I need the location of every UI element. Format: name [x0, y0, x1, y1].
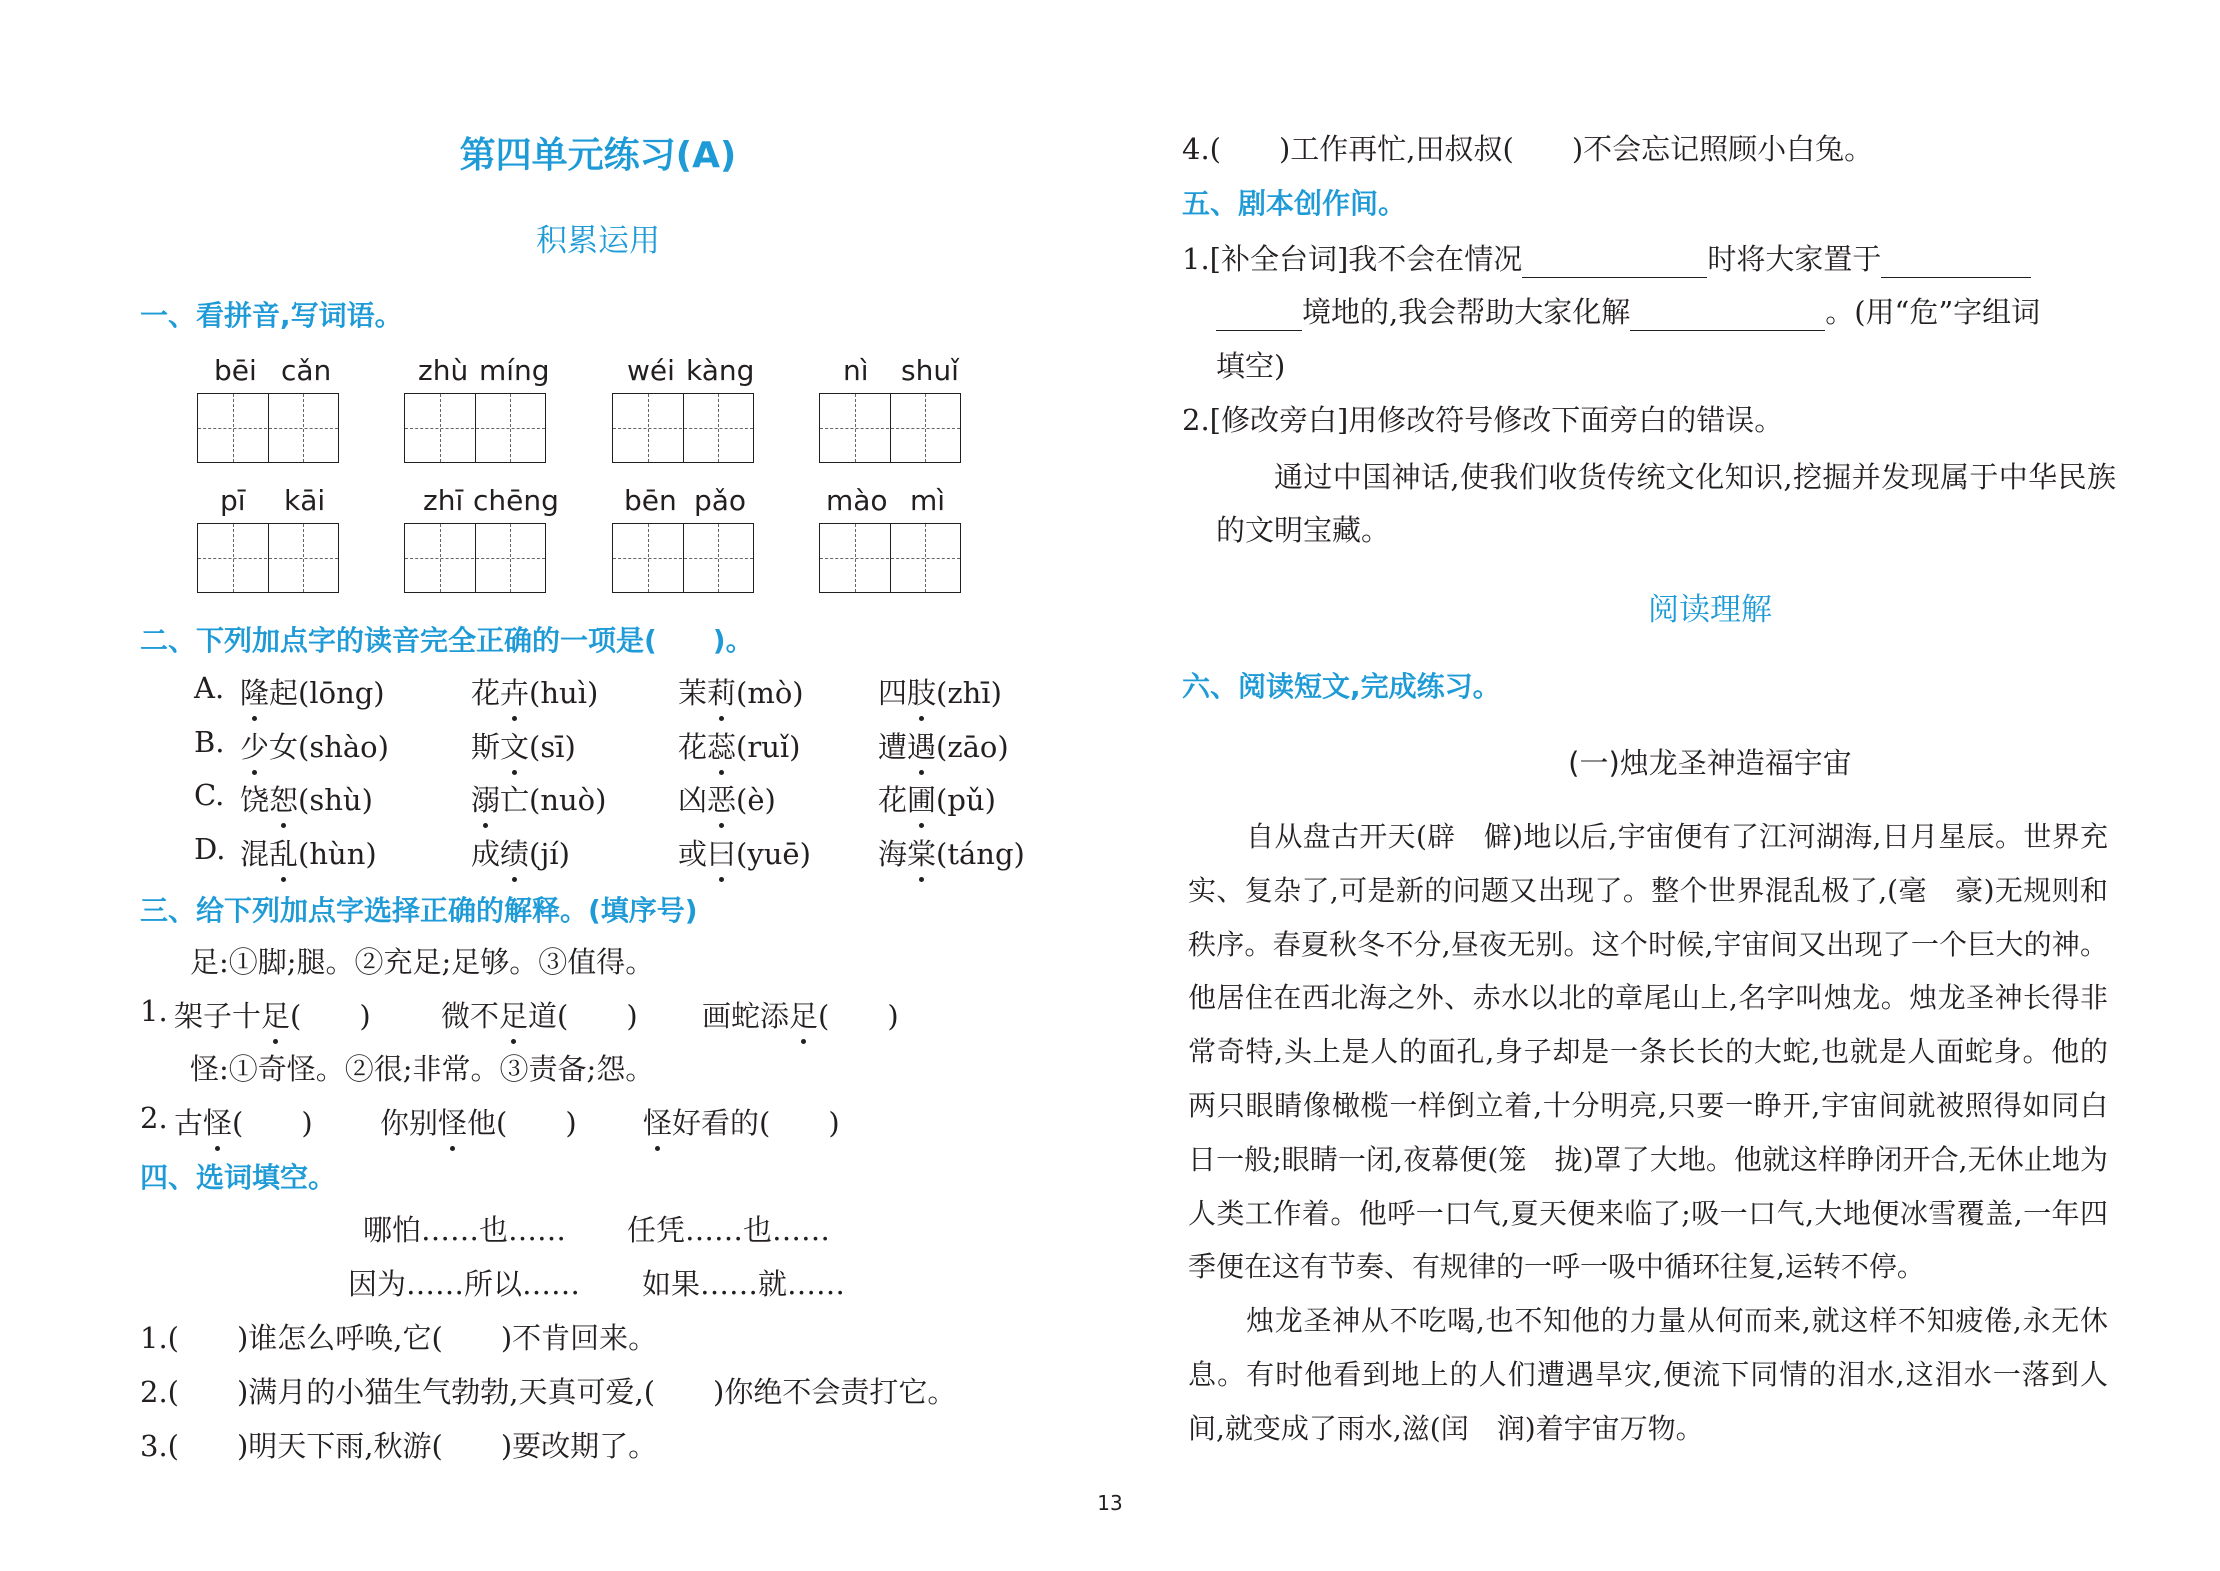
q5-item1-line1: 1.[补全台词]我不会在情况 时将大家置于 — [1182, 237, 2031, 278]
option-letter: A. — [194, 671, 225, 705]
word-choice: 因为……所以…… — [348, 1267, 581, 1301]
answer-blank[interactable] — [1630, 300, 1825, 331]
story-paragraph: 烛龙圣神从不吃喝,也不知他的力量从何而来,就这样不知疲倦,永无休息。有时他看到地上的人们遭遇旱灾,便流下同情的泪水,这泪水一落到人间,就变成了雨水,滋(闰 润)着宇宙万物。 — [1188, 1304, 2108, 1445]
writing-grid[interactable] — [197, 393, 339, 463]
pinyin: shuǐ — [901, 354, 959, 387]
option-item: 混乱(hùn) — [240, 832, 377, 873]
option-item: 成绩(jí) — [471, 832, 570, 873]
writing-grid[interactable] — [612, 523, 754, 593]
definition-zu: 足:①脚;腿。②充足;足够。③值得。 — [190, 945, 655, 979]
page-title: 第四单元练习(A) — [459, 135, 737, 176]
writing-grid[interactable] — [819, 393, 961, 463]
writing-grid[interactable] — [612, 393, 754, 463]
q3-item: 古怪( ) — [174, 1101, 313, 1142]
option-item: 花蕊(ruǐ) — [678, 725, 800, 766]
word-choice: 任凭……也…… — [627, 1213, 831, 1247]
section-heading-accumulation: 积累运用 — [536, 223, 660, 259]
word-choice: 哪怕……也…… — [363, 1213, 567, 1247]
story-body — [1188, 810, 2108, 1456]
answer-blank[interactable] — [1522, 247, 1707, 278]
option-item: 四肢(zhī) — [878, 671, 1002, 712]
pinyin: bēn — [624, 484, 677, 517]
item-number: 1. — [140, 994, 168, 1028]
q3-item: 怪好看的( ) — [643, 1101, 840, 1142]
pinyin: pǎo — [694, 484, 747, 517]
pinyin: bēi — [214, 354, 257, 387]
answer-blank[interactable] — [1216, 300, 1302, 331]
pinyin: chēng — [473, 484, 559, 517]
pinyin: zhī — [423, 484, 464, 517]
option-letter: B. — [194, 725, 225, 759]
q3-item: 微不足道( ) — [441, 994, 638, 1035]
q5-item2: 2.[修改旁白]用修改符号修改下面旁白的错误。 — [1182, 403, 1784, 437]
answer-blank[interactable] — [1881, 247, 2031, 278]
option-item: 凶恶(è) — [678, 778, 776, 819]
page-number: 13 — [1097, 1491, 1123, 1515]
q3-item: 你别怪他( ) — [380, 1101, 577, 1142]
q3-item: 画蛇添足( ) — [702, 994, 899, 1035]
option-letter: C. — [194, 778, 225, 812]
option-item: 斯文(sī) — [471, 725, 576, 766]
option-item: 茉莉(mò) — [678, 671, 804, 712]
q2-title: 二、下列加点字的读音完全正确的一项是( )。 — [140, 624, 754, 657]
pinyin: kàng — [686, 354, 755, 387]
pinyin: mì — [910, 484, 946, 517]
pinyin: zhù — [418, 354, 469, 387]
q3-title: 三、给下列加点字选择正确的解释。(填序号) — [140, 894, 698, 927]
q6-title: 六、阅读短文,完成练习。 — [1182, 670, 1501, 703]
section-heading-reading: 阅读理解 — [1648, 592, 1772, 628]
writing-grid[interactable] — [404, 523, 546, 593]
pinyin: nì — [843, 354, 869, 387]
writing-grid[interactable] — [819, 523, 961, 593]
pinyin: cǎn — [281, 354, 332, 387]
q5-item1-line2: 境地的,我会帮助大家化解 。(用“危”字组词 — [1216, 290, 2040, 331]
fill-item: 4.( )工作再忙,田叔叔( )不会忘记照顾小白兔。 — [1182, 132, 1874, 166]
story-title: (一)烛龙圣神造福宇宙 — [1568, 746, 1852, 780]
fill-item: 1.( )谁怎么呼唤,它( )不肯回来。 — [140, 1321, 658, 1355]
option-item: 或曰(yuē) — [678, 832, 811, 873]
pinyin: wéi — [627, 354, 675, 387]
option-item: 隆起(lōng) — [240, 671, 385, 712]
item-number: 2. — [140, 1101, 168, 1135]
writing-grid[interactable] — [197, 523, 339, 593]
option-item: 花卉(huì) — [471, 671, 598, 712]
narration-paragraph: 通过中国神话,使我们收货传统文化知识,挖掘并发现属于中华民族的文明宝藏。 — [1216, 460, 2116, 547]
fill-item: 2.( )满月的小猫生气勃勃,天真可爱,( )你绝不会责打它。 — [140, 1375, 957, 1409]
option-item: 少女(shào) — [240, 725, 389, 766]
q4-title: 四、选词填空。 — [140, 1161, 337, 1194]
definition-guai: 怪:①奇怪。②很;非常。③责备;怨。 — [190, 1052, 655, 1086]
word-choice: 如果……就…… — [642, 1267, 846, 1301]
pinyin: kāi — [284, 484, 326, 517]
q3-item: 架子十足( ) — [174, 994, 371, 1035]
story-paragraph: 自从盘古开天(辟 僻)地以后,宇宙便有了江河湖海,日月星辰。世界充实、复杂了,可是新的问题又出现了。整个世界混乱极了,(毫 豪)无规则和秩序。春夏秋冬不分,昼夜无别。这个时候,宇宙间又出现了一个巨大的神。他居住在西北海之外、赤水以北的章尾山上,名字叫烛龙。烛龙圣神长得非常奇特,头上是人的面孔,身子却是一条长长的大蛇,也就是人面蛇身。他的两只眼睛像橄榄一样倒立着,十分明亮,只要一睁开,宇宙间就被照得如同白日一般;眼睛一闭,夜幕便(笼 拢)罩了大地。他就这样睁闭开合,无休止地为人类工作着。他呼一口气,夏天便来临了;吸一口气,大地便冰雪覆盖,一年四季便在这有节奏、有规律的一呼一吸中循环往复,运转不停。 — [1188, 820, 2108, 1284]
option-item: 溺亡(nuò) — [471, 778, 606, 819]
pinyin: mào — [826, 484, 888, 517]
q5-item1-line3: 填空) — [1216, 349, 1286, 383]
option-item: 海棠(táng) — [878, 832, 1025, 873]
writing-grid[interactable] — [404, 393, 546, 463]
option-item: 花圃(pǔ) — [878, 778, 996, 819]
option-letter: D. — [194, 832, 226, 866]
pinyin: míng — [479, 354, 550, 387]
q1-title: 一、看拼音,写词语。 — [140, 299, 403, 332]
fill-item: 3.( )明天下雨,秋游( )要改期了。 — [140, 1429, 658, 1463]
option-item: 遭遇(zāo) — [878, 725, 1009, 766]
option-item: 饶恕(shù) — [240, 778, 373, 819]
q5-title: 五、剧本创作间。 — [1182, 187, 1407, 220]
pinyin: pī — [220, 484, 246, 517]
